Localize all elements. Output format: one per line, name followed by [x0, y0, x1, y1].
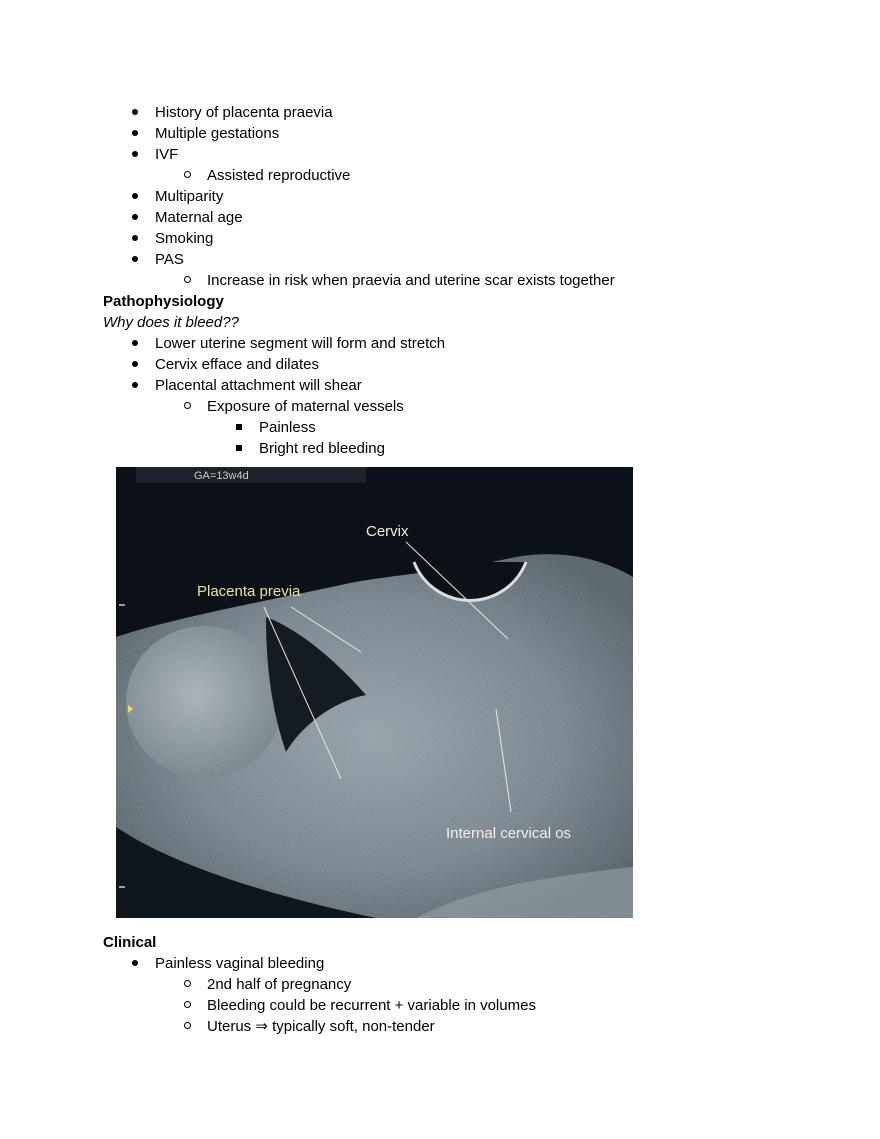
- sub-bullet-icon: [180, 167, 194, 185]
- list-item: Uterus ⇒ typically soft, non-tender: [207, 1018, 435, 1035]
- pathophysiology-question: Why does it bleed??: [103, 314, 239, 331]
- list-item: Multiple gestations: [155, 125, 280, 142]
- list-item: History of placenta praevia: [155, 104, 333, 121]
- bullet-icon: [128, 230, 142, 248]
- ultrasound-image: [116, 467, 633, 918]
- ga-banner: [136, 467, 366, 483]
- sub-bullet-icon: [180, 272, 194, 290]
- bullet-icon: [128, 125, 142, 143]
- square-bullet-icon: [232, 419, 246, 437]
- list-item: Lower uterine segment will form and stretch: [155, 335, 446, 352]
- fetal-speckle: [126, 626, 282, 778]
- list-item: Cervix efface and dilates: [155, 356, 319, 373]
- bullet-icon: [128, 955, 142, 973]
- bullet-icon: [128, 356, 142, 374]
- bullet-icon: [128, 104, 142, 122]
- list-item: PAS: [155, 251, 184, 268]
- internal-cervical-os-label: Internal cervical os: [446, 825, 572, 842]
- list-item: Bleeding could be recurrent + variable in volumes: [207, 997, 536, 1014]
- list-item: Smoking: [155, 230, 214, 247]
- sub-bullet-icon: [180, 1018, 194, 1036]
- pathophysiology-heading: Pathophysiology: [103, 293, 224, 310]
- bullet-icon: [128, 377, 142, 395]
- sub-bullet-icon: [180, 398, 194, 416]
- bullet-icon: [128, 335, 142, 353]
- list-item: Bright red bleeding: [259, 440, 385, 457]
- list-item: Maternal age: [155, 209, 243, 226]
- bullet-icon: [128, 188, 142, 206]
- list-item: Multiparity: [155, 188, 224, 205]
- placenta-previa-label: Placenta previa: [197, 583, 301, 600]
- list-item: Increase in risk when praevia and uterine scar exists together: [207, 272, 615, 289]
- ga-label: GA=13w4d: [194, 470, 249, 482]
- bullet-icon: [128, 251, 142, 269]
- bullet-icon: [128, 209, 142, 227]
- bullet-icon: [128, 146, 142, 164]
- list-item: 2nd half of pregnancy: [207, 976, 352, 993]
- clinical-heading: Clinical: [103, 934, 157, 951]
- square-bullet-icon: [232, 440, 246, 458]
- list-item: Exposure of maternal vessels: [207, 398, 404, 415]
- sub-bullet-icon: [180, 976, 194, 994]
- cervix-label: Cervix: [366, 523, 409, 540]
- list-item: Painless: [259, 419, 316, 436]
- list-item: Placental attachment will shear: [155, 377, 362, 394]
- list-item: Assisted reproductive: [207, 167, 351, 184]
- list-item: Painless vaginal bleeding: [155, 955, 325, 972]
- sub-bullet-icon: [180, 997, 194, 1015]
- list-item: IVF: [155, 146, 179, 163]
